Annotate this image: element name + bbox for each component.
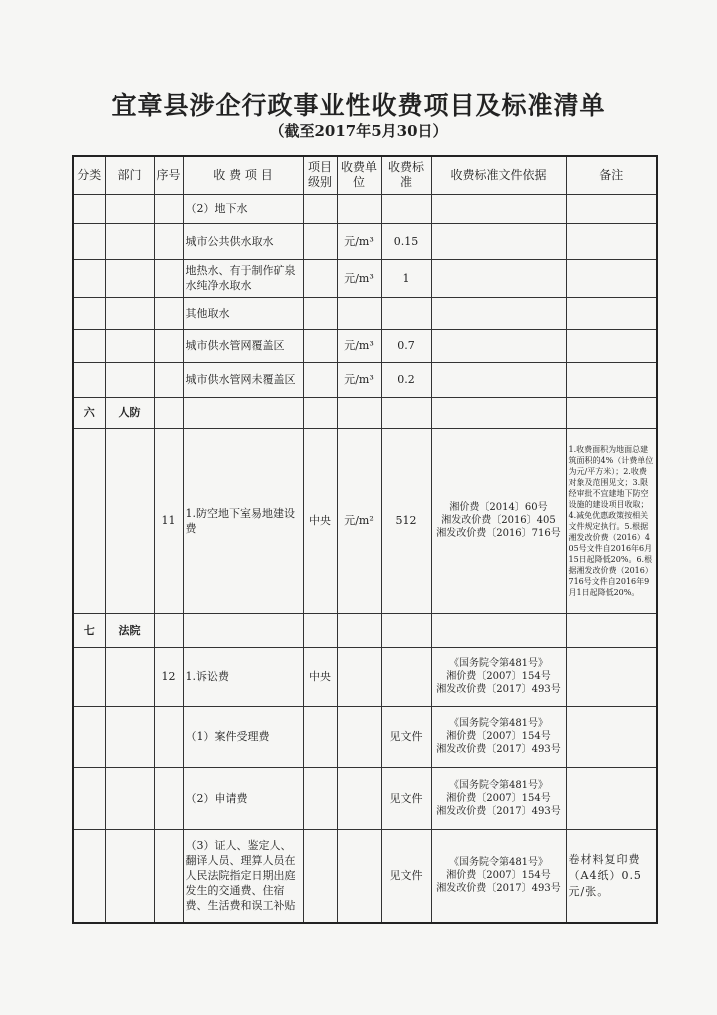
cell-basis: 《国务院令第481号》 湘价费〔2007〕154号 湘发改价费〔2017〕493号 [431,767,566,829]
cell-level: 中央 [303,428,337,613]
cell-notes [566,647,657,706]
table-row [73,223,657,259]
cell-basis [431,259,566,297]
cell-unit: 元/m² [337,428,381,613]
cell-level [303,329,337,362]
cell-unit: 元/m³ [337,329,381,362]
table-row [73,706,657,767]
cell-notes: 卷材料复印费（A4纸）0.5元/张。 [566,829,657,923]
cell-standard: 512 [381,428,431,613]
header-level: 项目级别 [303,156,337,194]
table-row [73,362,657,397]
cell-item [183,613,303,647]
cell-level: 中央 [303,647,337,706]
cell-serial [154,613,183,647]
header-notes: 备注 [566,156,657,194]
cell-department [105,362,154,397]
table-row [73,329,657,362]
cell-unit: 元/m³ [337,259,381,297]
cell-level [303,259,337,297]
cell-item: 1.防空地下室易地建设费 [183,428,303,613]
cell-level [303,706,337,767]
cell-category [73,329,105,362]
cell-serial [154,706,183,767]
cell-item: （2）申请费 [183,767,303,829]
table-row [73,428,657,613]
cell-level [303,194,337,223]
header-basis: 收费标准文件依据 [431,156,566,194]
cell-department [105,297,154,329]
cell-unit [337,397,381,428]
header-category: 分类 [73,156,105,194]
table-row [73,829,657,923]
cell-item: （3）证人、鉴定人、翻译人员、理算人员在人民法院指定日期出庭发生的交通费、住宿费、生活费和误工补贴 [183,829,303,923]
cell-serial: 12 [154,647,183,706]
cell-standard: 0.7 [381,329,431,362]
cell-category [73,259,105,297]
cell-category [73,362,105,397]
cell-item: （2）地下水 [183,194,303,223]
cell-department: 法院 [105,613,154,647]
cell-basis [431,297,566,329]
header-department: 部门 [105,156,154,194]
cell-notes [566,223,657,259]
cell-item: 其他取水 [183,297,303,329]
cell-standard [381,647,431,706]
cell-unit [337,829,381,923]
cell-serial [154,397,183,428]
table-row [73,647,657,706]
cell-notes [566,297,657,329]
cell-item [183,397,303,428]
cell-category [73,829,105,923]
document-subtitle: （截至2017年5月30日） [269,122,448,140]
fee-table [72,155,658,924]
cell-category [73,428,105,613]
cell-level [303,829,337,923]
cell-category [73,647,105,706]
cell-notes: 1.收费面积为地面总建筑面积的4%（计费单位为元/平方米）；2.收费对象及范围见文；3.限经审批不宜建地下防空设施的建设项目收取；4.减免优惠政策按相关文件规定执行。5.根据湘发改价费（2016）405号文件自2016年6月15日起降低20%。6.根据湘发改价费（2016）716号文件自2016年9月1日起降低20%。 [566,428,657,613]
cell-department: 人防 [105,397,154,428]
cell-department [105,706,154,767]
cell-unit [337,647,381,706]
cell-basis [431,362,566,397]
cell-level [303,362,337,397]
header-unit: 收费单位 [337,156,381,194]
cell-department [105,428,154,613]
cell-basis: 《国务院令第481号》 湘价费〔2007〕154号 湘发改价费〔2017〕493号 [431,706,566,767]
cell-category [73,194,105,223]
cell-standard: 见文件 [381,767,431,829]
cell-notes [566,362,657,397]
cell-department [105,647,154,706]
cell-category [73,767,105,829]
cell-serial [154,194,183,223]
header-item: 收 费 项 目 [183,156,303,194]
table-row [73,397,657,428]
table-row [73,297,657,329]
cell-serial [154,362,183,397]
cell-unit [337,613,381,647]
cell-unit [337,706,381,767]
cell-item: 城市供水管网覆盖区 [183,329,303,362]
table-row [73,613,657,647]
cell-basis [431,397,566,428]
cell-item: 城市供水管网未覆盖区 [183,362,303,397]
cell-serial [154,297,183,329]
cell-notes [566,767,657,829]
cell-notes [566,613,657,647]
cell-serial: 11 [154,428,183,613]
cell-basis [431,223,566,259]
cell-level [303,297,337,329]
cell-notes [566,706,657,767]
cell-basis: 《国务院令第481号》 湘价费〔2007〕154号 湘发改价费〔2017〕493号 [431,647,566,706]
cell-department [105,829,154,923]
cell-unit: 元/m³ [337,223,381,259]
cell-basis [431,329,566,362]
cell-standard [381,297,431,329]
cell-serial [154,223,183,259]
table-row [73,194,657,223]
cell-standard [381,194,431,223]
document-title: 宜章县涉企行政事业性收费项目及标准清单 [111,91,606,120]
cell-serial [154,329,183,362]
cell-standard: 1 [381,259,431,297]
cell-standard: 0.2 [381,362,431,397]
header-standard: 收费标准 [381,156,431,194]
cell-standard [381,613,431,647]
cell-item: 城市公共供水取水 [183,223,303,259]
cell-department [105,767,154,829]
cell-category: 六 [73,397,105,428]
table-row [73,259,657,297]
cell-standard: 0.15 [381,223,431,259]
cell-serial [154,259,183,297]
cell-standard [381,397,431,428]
cell-level [303,767,337,829]
table-header-row [73,156,657,194]
cell-department [105,329,154,362]
cell-category: 七 [73,613,105,647]
cell-basis: 湘价费〔2014〕60号 湘发改价费〔2016〕405 湘发改价费〔2016〕716号 [431,428,566,613]
cell-notes [566,397,657,428]
cell-serial [154,767,183,829]
header-serial: 序号 [154,156,183,194]
cell-notes [566,329,657,362]
cell-department [105,259,154,297]
cell-department [105,194,154,223]
cell-basis [431,194,566,223]
cell-item: 地热水、有于制作矿泉水纯净水取水 [183,259,303,297]
cell-level [303,397,337,428]
table-row [73,767,657,829]
cell-notes [566,259,657,297]
cell-category [73,223,105,259]
cell-item: 1.诉讼费 [183,647,303,706]
cell-category [73,297,105,329]
cell-unit [337,194,381,223]
cell-standard: 见文件 [381,829,431,923]
cell-unit [337,767,381,829]
cell-basis: 《国务院令第481号》 湘价费〔2007〕154号 湘发改价费〔2017〕493号 [431,829,566,923]
cell-category [73,706,105,767]
cell-item: （1）案件受理费 [183,706,303,767]
cell-unit: 元/m³ [337,362,381,397]
cell-unit [337,297,381,329]
cell-standard: 见文件 [381,706,431,767]
cell-basis [431,613,566,647]
cell-notes [566,194,657,223]
cell-department [105,223,154,259]
cell-level [303,613,337,647]
cell-serial [154,829,183,923]
cell-level [303,223,337,259]
